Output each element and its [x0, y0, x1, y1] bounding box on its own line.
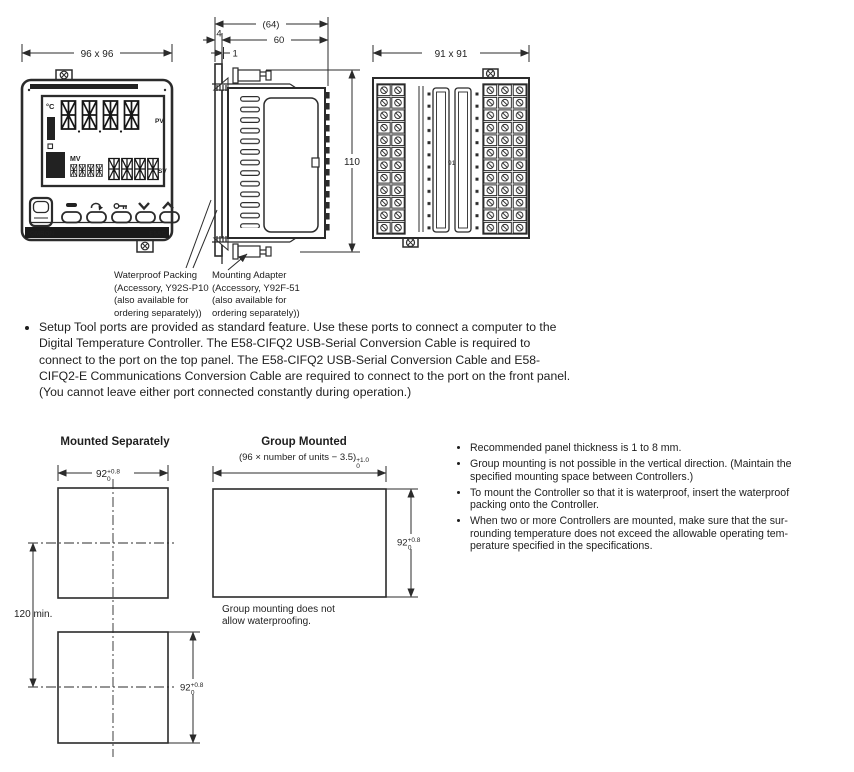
pitch-dim-label: 120 min.: [14, 609, 53, 620]
key-button: [136, 212, 155, 223]
group-formula-tol-top: +1.0: [356, 457, 370, 464]
mode-key-icon: [91, 203, 103, 210]
terminal-block-left: [377, 84, 405, 234]
rear-center-mark: 91: [448, 160, 456, 167]
setup-tool-note: [22, 319, 689, 400]
mounted-separately-diagram: [14, 465, 212, 757]
mounting-adapter-callout: Mounting Adapter (Accessory, Y92F-51 (also available for ordering separately)): [212, 270, 300, 320]
model-logo: E5AC: [149, 230, 166, 238]
terminal-block-right: [483, 84, 527, 234]
side-inner-cover: [264, 98, 318, 232]
mounting-note-item: • Recommended panel thickness is 1 to 8 mm.: [470, 442, 854, 454]
group-mounting-note: Group mounting does not allow waterproofing.: [222, 604, 335, 628]
key-button: [112, 212, 131, 223]
group-mounted-diagram: [213, 463, 430, 597]
rear-dim-label: 91 x 91: [434, 49, 468, 60]
setup-tool-note-text: • Setup Tool ports are provided as standard feature. Use these ports to connect a computer to the Digital Temperature Controller. The E58-CIFQ2 USB-Serial Conversion Cable is required to connect to the port on the top panel. The E58-CIFQ2 USB-Serial Conversion Cable and E58- CIFQ2-E Communications Conversion Cable are required to connect to the port on the front panel. (You cannot leave either port connected constantly during operation.): [39, 319, 689, 400]
mounted-separately-title: Mounted Separately: [60, 436, 170, 448]
mounting-note-item: • Group mounting is not possible in the vertical direction. (Maintain the specified mounting space between Controllers.): [470, 458, 854, 483]
group-mounted-formula: [205, 452, 403, 470]
unit-indicator: °C: [46, 102, 55, 111]
mounting-notes-list: [457, 442, 854, 556]
side-view: [186, 17, 367, 270]
front-display: [42, 96, 167, 186]
front-bezel-edge: [215, 64, 222, 256]
front-dim-label: 96 x 96: [80, 49, 114, 60]
group-height-dim: $92^{+0.8}$ 0: [397, 537, 421, 552]
mv-label: MV: [70, 156, 81, 163]
terminal-teeth: [325, 92, 330, 235]
brand-logo: OMRON: [30, 230, 55, 238]
side-dim-total: (64): [262, 19, 280, 31]
level-key-icon: [66, 203, 77, 207]
key-button: [160, 212, 179, 223]
screw-icon: [488, 71, 494, 77]
waterproof-packing-callout: Waterproof Packing (Accessory, Y92S-P10 (also available for ordering separately)): [114, 270, 209, 320]
rear-view: [373, 45, 529, 247]
cutout-height-dim: $92^{+0.8}$ 0: [180, 682, 204, 697]
side-dim-height: 110: [344, 157, 360, 168]
down-key-icon: [139, 203, 149, 209]
screw-icon: [408, 240, 414, 246]
group-panel-cutout: [213, 489, 386, 597]
sv-label: SV: [158, 168, 167, 175]
key-button: [87, 212, 106, 223]
group-formula-tol-bot: 0: [356, 463, 360, 470]
side-dim-body: 60: [273, 35, 285, 46]
mounting-note-item: • When two or more Controllers are mounted, make sure that the sur- rounding temperature does not exceed the allowable operating tem- perature specified in the specifications.: [470, 515, 854, 552]
front-keys: [30, 198, 179, 226]
vent-slots: [240, 96, 260, 228]
shift-key-icon: [114, 204, 127, 209]
side-dim-bezel: 4: [216, 28, 222, 40]
group-mounted-title: Group Mounted: [261, 436, 347, 448]
front-view: [22, 44, 179, 252]
key-button: [62, 212, 81, 223]
mounting-note-item: • To mount the Controller so that it is waterproof, insert the waterproof packing onto the Controller.: [470, 487, 854, 512]
screw-icon: [61, 72, 66, 77]
rear-center-connectors: [419, 86, 479, 234]
side-dim-packing: 1: [232, 48, 238, 60]
pv-label: PV: [155, 118, 164, 125]
group-formula-text: (96 × number of units − 3.5): [238, 452, 357, 463]
cutout-width-dim: $92^{+0.8}$ 0: [96, 468, 120, 483]
screw-icon: [142, 243, 147, 248]
